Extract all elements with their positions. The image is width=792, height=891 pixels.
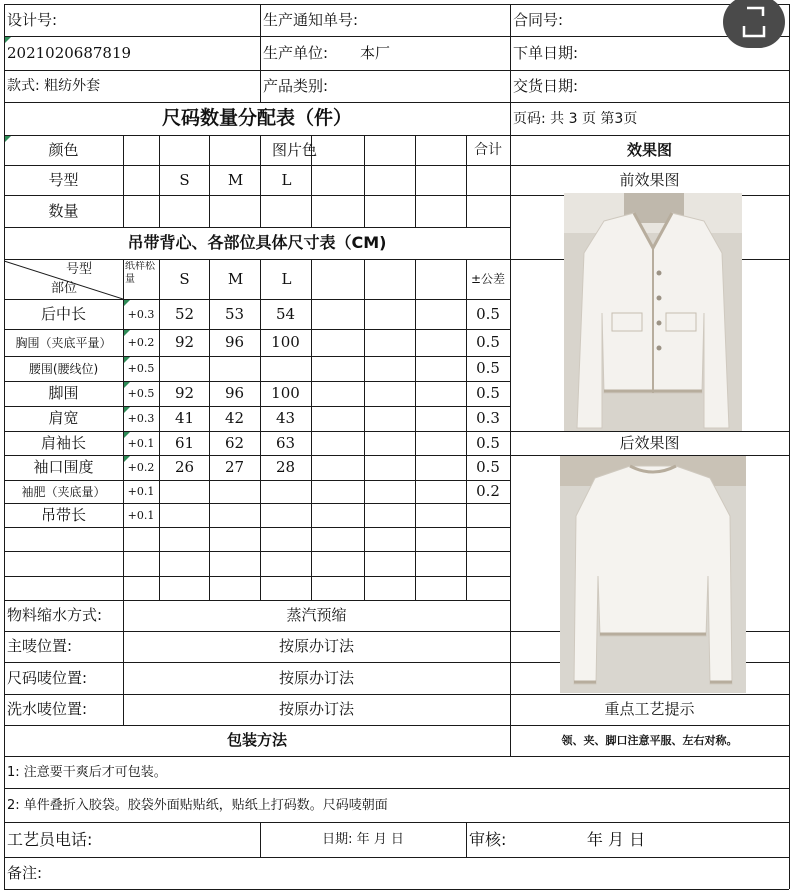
main-label-pos: 主唛位置: <box>7 637 73 655</box>
measure-row-4-tol: 0.3 <box>476 409 500 427</box>
remarks-label: 备注: <box>7 863 43 882</box>
measure-row-8-part: 吊带长 <box>40 505 86 524</box>
contract-no-label: 合同号: <box>513 10 564 29</box>
measure-row-1-m: 96 <box>224 333 245 351</box>
measure-row-1-s: 92 <box>174 333 195 351</box>
measure-row-4-part: 肩宽 <box>48 409 79 427</box>
measure-row-3-part: 脚围 <box>48 384 79 402</box>
notice-no-label: 生产通知单号: <box>263 10 359 29</box>
page-info: 页码: 共 3 页 第3页 <box>513 110 638 127</box>
measure-row-0-ease: +0.3 <box>127 307 155 321</box>
measure-row-6-s: 26 <box>174 458 195 476</box>
measure-row-5-s: 61 <box>174 433 195 452</box>
measure-row-8-s <box>159 503 210 527</box>
measure-row-1-part: 胸围（夹底平量） <box>15 335 112 350</box>
corner-bottom: 部位 <box>50 280 77 296</box>
measure-row-6-m: 27 <box>224 458 245 476</box>
size-label-pos: 尺码唛位置: <box>7 668 88 687</box>
measure-row-1-ease: +0.2 <box>127 336 155 349</box>
production-spec-sheet <box>4 4 790 889</box>
design-no-value: 2021020687819 <box>7 43 132 62</box>
measure-row-8-m <box>209 503 260 527</box>
color-value: 图片色 <box>271 140 317 159</box>
measure-row-8-tol <box>466 503 510 527</box>
measure-row-7-tol: 0.2 <box>476 482 500 500</box>
measure-row-1-tol: 0.5 <box>476 333 500 351</box>
measure-row-4-m: 42 <box>224 409 245 427</box>
expand-button[interactable] <box>723 0 785 48</box>
measure-row-0-part: 后中长 <box>40 304 86 323</box>
measure-row-2-ease: +0.5 <box>127 362 155 375</box>
measure-row-5-ease: +0.1 <box>127 436 155 450</box>
review-label: 审核: <box>469 829 507 849</box>
back-effect-image <box>560 456 746 693</box>
effects-title: 效果图 <box>626 140 672 159</box>
measure-row-7-l <box>260 480 311 503</box>
measure-row-2-tol: 0.5 <box>476 359 500 377</box>
prod-unit-label: 生产单位: <box>263 43 329 62</box>
review-date: 年 月 日 <box>586 829 646 849</box>
process-note: 领、夹、脚口注意平服、左右对称。 <box>561 734 738 747</box>
measure-row-0-l: 54 <box>275 304 296 323</box>
measure-row-5-l: 63 <box>275 433 296 452</box>
measure-row-0-tol: 0.5 <box>476 304 500 323</box>
tolerance-label: ±公差 <box>470 272 506 286</box>
expand-icon <box>723 0 785 48</box>
process-title: 重点工艺提示 <box>604 700 695 718</box>
measure-row-3-tol: 0.5 <box>476 384 500 402</box>
measure-row-1-l: 100 <box>271 333 300 351</box>
measure-row-5-part: 肩袖长 <box>40 433 86 452</box>
measure-row-3-s: 92 <box>174 384 195 402</box>
packing-title: 包装方法 <box>226 731 287 749</box>
paper-ease-label: 纸样松量 <box>125 261 155 285</box>
measure-row-6-part: 袖口围度 <box>33 458 94 476</box>
color-label: 颜色 <box>48 140 79 159</box>
main-label-value: 按原办订法 <box>278 637 354 655</box>
back-effect-label: 后效果图 <box>619 433 680 452</box>
order-date-label: 下单日期: <box>513 43 579 62</box>
category-label: 产品类别: <box>263 76 329 95</box>
total-label: 合计 <box>474 142 502 158</box>
corner-top: 号型 <box>65 261 92 277</box>
prod-unit-value: 本厂 <box>360 43 391 62</box>
wash-label-value: 按原办订法 <box>278 700 354 718</box>
measure-row-6-tol: 0.5 <box>476 458 500 476</box>
date-label: 日期: 年 月 日 <box>322 832 404 847</box>
style-label: 款式: 粗纺外套 <box>7 78 101 94</box>
packing-note-2: 2: 单件叠折入胶袋。胶袋外面贴贴纸，贴纸上打码数。尺码唛朝面 <box>7 797 388 813</box>
front-effect-image <box>564 193 742 431</box>
measure-row-3-l: 100 <box>271 384 300 402</box>
measure-row-7-s <box>159 480 210 503</box>
packing-note-1: 1: 注意要干爽后才可包装。 <box>7 764 167 780</box>
measure-row-2-m <box>209 356 260 381</box>
measure-row-4-ease: +0.3 <box>127 412 155 425</box>
measure-row-7-m <box>209 480 260 503</box>
delivery-date-label: 交货日期: <box>513 76 579 95</box>
measure-row-7-ease: +0.1 <box>127 485 155 498</box>
measure-row-6-l: 28 <box>275 458 296 476</box>
measure-row-7-part: 袖肥（夹底量） <box>21 484 106 499</box>
size-label: 号型 <box>48 170 79 189</box>
measure-row-4-s: 41 <box>174 409 195 427</box>
measure-row-2-part: 腰围(腰线位) <box>28 361 99 376</box>
measure-row-8-ease: +0.1 <box>127 508 155 522</box>
wash-label-pos: 洗水唛位置: <box>7 700 88 718</box>
measure-title: 吊带背心、各部位具体尺寸表（CM) <box>127 233 387 252</box>
measure-row-2-l <box>260 356 311 381</box>
craftsman-phone-label: 工艺员电话: <box>7 829 93 849</box>
measure-row-0-s: 52 <box>174 304 195 323</box>
size-header-0: S <box>179 170 190 189</box>
measure-row-3-ease: +0.5 <box>127 387 155 400</box>
front-effect-label: 前效果图 <box>619 170 680 189</box>
measure-row-5-tol: 0.5 <box>476 433 500 452</box>
measure-row-6-ease: +0.2 <box>127 461 155 474</box>
measure-row-5-m: 62 <box>224 433 245 452</box>
shrink-value: 蒸汽预缩 <box>286 606 347 624</box>
shrink-label: 物料缩水方式: <box>7 606 103 624</box>
size-qty-title: 尺码数量分配表（件） <box>161 107 352 129</box>
measure-row-2-s <box>159 356 210 381</box>
size-header-2: L <box>281 170 292 189</box>
design-no-label: 设计号: <box>7 10 58 29</box>
measure-size-header-2: L <box>281 269 292 288</box>
measure-row-8-l <box>260 503 311 527</box>
measure-size-header-0: S <box>179 269 190 288</box>
size-header-1: M <box>227 170 244 189</box>
size-label-value: 按原办订法 <box>278 668 354 687</box>
qty-label: 数量 <box>48 201 79 220</box>
measure-row-3-m: 96 <box>224 384 245 402</box>
measure-row-0-m: 53 <box>224 304 245 323</box>
measure-row-4-l: 43 <box>275 409 296 427</box>
measure-size-header-1: M <box>227 269 244 288</box>
